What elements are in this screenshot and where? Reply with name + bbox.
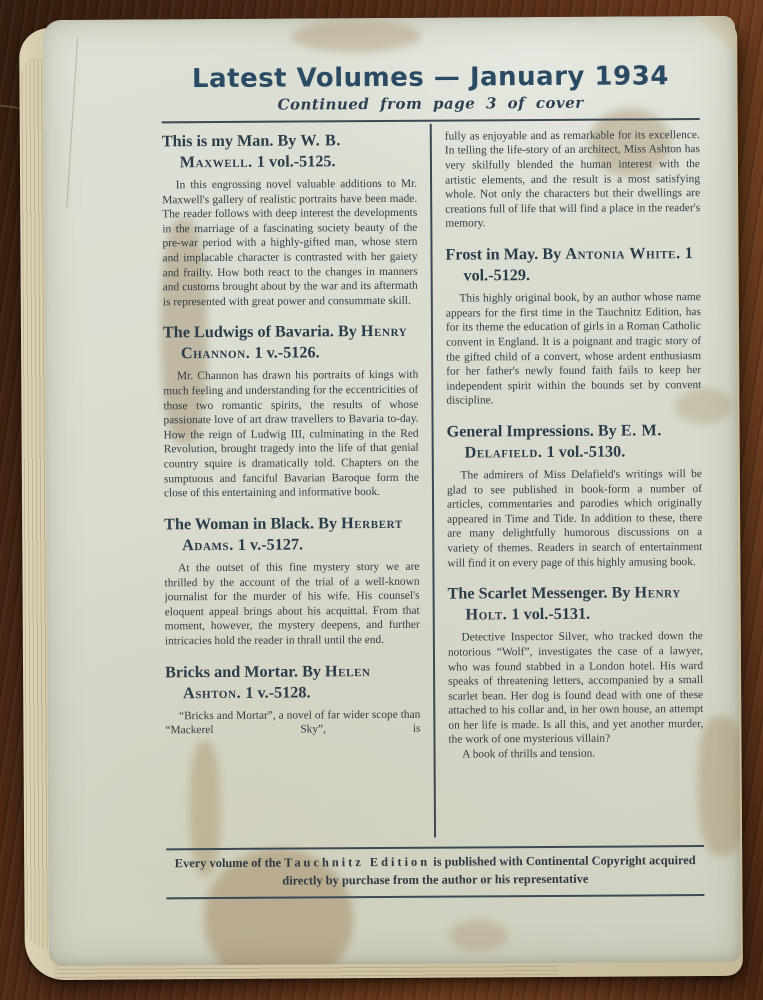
by-label: By	[337, 322, 357, 341]
two-column-text	[162, 122, 704, 839]
printed-content	[161, 62, 704, 899]
book-title: The Ludwigs of Bavaria.	[162, 322, 334, 342]
entry-title-general-impressions	[447, 420, 702, 464]
author-name: Henry Holt.	[465, 583, 681, 624]
volume-number: 1 vol.-5131.	[511, 604, 591, 624]
by-label: By	[542, 244, 562, 264]
entry-description: In this engrossing novel valuable additions to Mr. Maxwell's gallery of realistic portraits have been made. The reader follows with deep interest the developments in the marriage of a fascinating society beauty of the pre-war period with a highly-gifted man, whose stern and implacable character is contrasted with her gaiety and frailty. How both react to the changes in manners and customs brought about by the war and its aftermath is represented with great power and consummate skill.	[162, 177, 418, 309]
author-name: Helen Ashton.	[182, 661, 371, 702]
entry-description-continuation: fully as enjoyable and as remarkable for its excellence. In telling the life-story of an architect, Miss Ashton has very skilfully blended the human interest with the artistic elements, and the result is a most satisfying whole. Not only the characters but their dwellings are creations full of life that will find a place in the reader's memory.	[444, 128, 701, 231]
entry-title-scarlet-messenger	[448, 582, 703, 626]
author-name: Henry Channon.	[180, 322, 408, 363]
entry-title-woman-in-black	[164, 513, 419, 557]
entry-closing-line: A book of thrills and tension.	[462, 747, 596, 761]
stain	[449, 919, 509, 951]
entry-description: The admirers of Miss Delafield's writings will be glad to see published in book-form a number of articles, commentaries and parodies which originally appeared in Time and Tide. In addition to these, there are many delightfully humorous discussions on a variety of themes. Readers in search of entertainment will find it on every page of this highly amusing book.	[446, 468, 703, 570]
book-title: The Scarlet Messenger.	[447, 583, 608, 603]
book-title: Frost in May.	[445, 245, 539, 264]
entry-title-ludwigs-of-bavaria	[163, 321, 418, 365]
entry-description: Mr. Channon has drawn his portraits of kings with much feeling and understanding for the eccentricities of those two romantic spirits, the results of whose passionate love of art draw travellers to Bavaria to-day. How the reign of Ludwig III, culminating in the Red Revolution, brought tragedy into the life of that genial country squire is dramatically told. Chapters on the sumptuous and fanciful Bavarian Baroque form the close of this entertaining and informative book.	[163, 369, 419, 500]
book-title: Bricks and Mortar.	[165, 662, 299, 681]
author-name: E. M. Delafield.	[464, 421, 663, 462]
by-label: By	[318, 514, 338, 533]
entry-title-frost-in-may	[445, 243, 700, 287]
entry-description: Detective Inspector Silver, who tracked down the notorious “Wolf”, investigates the case of a lawyer, who was found stabbed in a London hotel. His ward speaks of threatening letters, accompanied by a small scarlet bean. Her dog is found dead with one of these attached to his collar and, in her own house, an attempt on her life is made. Is all this, and yet another murder, the work of one mysterious villain?	[447, 630, 704, 747]
volume-number: 1 vol.-5129.	[463, 244, 693, 285]
by-label: By	[277, 131, 297, 150]
copyright-text-post: is published with Continental Copyright acquired directly by purchase from the author or his representative	[282, 852, 696, 888]
author-name: W. B. Maxwell.	[179, 131, 342, 172]
copyright-text-pre: Every volume of the	[174, 855, 285, 871]
by-label: By	[597, 421, 617, 440]
stain	[291, 20, 421, 53]
entry-title-bricks-and-mortar	[165, 660, 420, 704]
book-title: This is my Man.	[161, 131, 274, 151]
entry-description: “Bricks and Mortar”, a novel of far wider scope than “Mackerel Sky”, is	[165, 708, 421, 737]
book-back-cover	[19, 16, 743, 980]
cover-crease	[66, 38, 78, 208]
left-column	[162, 124, 434, 840]
author-name: Antonia White.	[565, 244, 681, 263]
by-label: By	[302, 661, 322, 681]
tauchnitz-edition-brand: Tauchnitz Edition	[284, 854, 431, 870]
author-name: Herbert Adams.	[182, 513, 403, 555]
entry-description: This highly original book, by an author whose name appears for the first time in the Tauchnitz Edition, has for its theme the education of girls in a Roman Catholic convent in England. It is a poignant and tragic story of the gifted child of a convert, whose ardent enthusiasm for her father's newly found faith fails to keep her independent spirit within the bounds set by convent discipline.	[445, 291, 702, 407]
volume-number: 1 v.-5126.	[254, 343, 320, 363]
entry-description: At the outset of this fine mystery story we are thrilled by the account of the trial of a well-known journalist for the murder of his wife. His counsel's eloquent appeal brings about his acquittal. From that moment, however, the mystery deepens, and further intricacies hold the reader in thrall until the end.	[164, 560, 420, 648]
volume-number: 1 vol.-5125.	[256, 152, 336, 171]
page-title: Latest Volumes — January 1934	[191, 61, 669, 95]
masthead	[161, 62, 699, 114]
volume-number: 1 vol.-5130.	[546, 442, 626, 461]
cover-surface	[43, 16, 741, 966]
bent-corner	[691, 16, 735, 58]
copyright-notice	[166, 845, 704, 899]
volume-number: 1 v.-5128.	[245, 683, 311, 702]
book-title: The Woman in Black.	[164, 514, 315, 534]
page-subtitle: Continued from page 3 of cover	[277, 93, 584, 114]
entry-title-this-is-my-man	[162, 130, 417, 174]
right-column	[432, 122, 704, 838]
by-label: By	[611, 583, 631, 602]
book-title: General Impressions.	[446, 421, 594, 441]
volume-number: 1 v.-5127.	[237, 535, 304, 554]
